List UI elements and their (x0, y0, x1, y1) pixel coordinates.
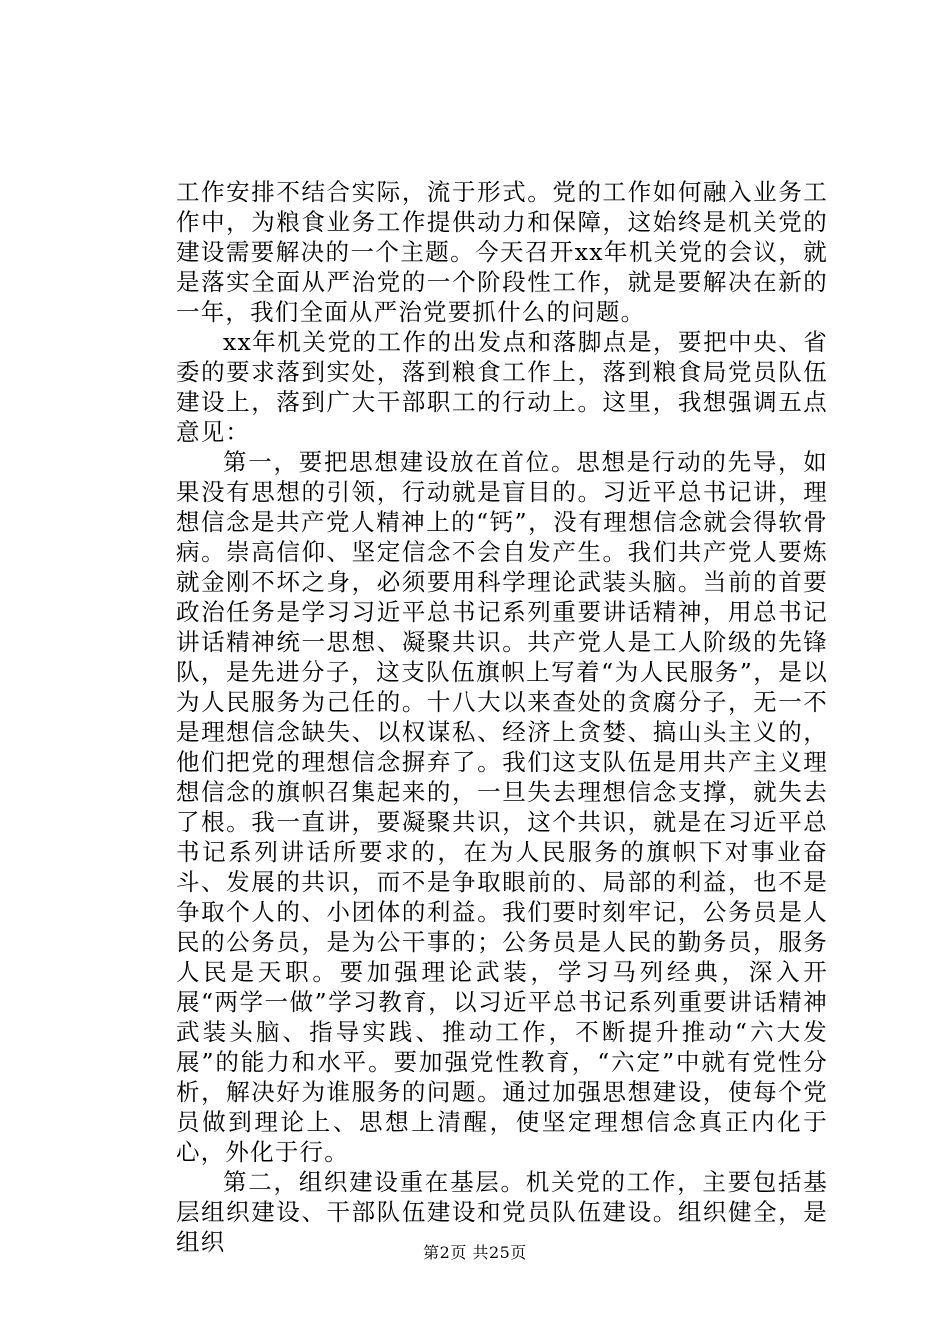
paragraph-4: 第二，组织建设重在基层。机关党的工作，主要包括基层组织建设、干部队伍建设和党员队伍建设。组织健全，是组织 (176, 1168, 828, 1256)
paragraph-2: xx年机关党的工作的出发点和落脚点是，要把中央、省委的要求落到实处，落到粮食工作上，落到粮食局党员队伍建设上，落到广大干部职工的行动上。这里，我想强调五点意见： (176, 328, 828, 446)
page-number-footer: 第2页 共25页 (423, 1243, 527, 1262)
paragraph-1: 工作安排不结合实际，流于形式。党的工作如何融入业务工作中，为粮食业务工作提供动力和保障，这始终是机关党的建设需要解决的一个主题。今天召开xx年机关党的会议，就是落实全面从严治党的一个阶段性工作，就是要解决在新的一年，我们全面从严治党要抓什么的问题。 (176, 178, 828, 326)
document-body (176, 39, 828, 1257)
paragraph-3: 第一，要把思想建设放在首位。思想是行动的先导，如果没有思想的引领，行动就是盲目的。习近平总书记讲，理想信念是共产党人精神上的“钙”，没有理想信念就会得软骨病。崇高信仰、坚定信念不会自发产生。我们共产党人要炼就金刚不坏之身，必须要用科学理论武装头脑。当前的首要政治任务是学习习近平总书记系列重要讲话精神，用总书记讲话精神统一思想、凝聚共识。共产党人是工人阶级的先锋队，是先进分子，这支队伍旗帜上写着“为人民服务”，是以为人民服务为己任的。十八大以来查处的贪腐分子，无一不是理想信念缺失、以权谋私、经济上贪婪、搞山头主义的，他们把党的理想信念摒弃了。我们这支队伍是用共产主义理想信念的旗帜召集起来的，一旦失去理想信念支撑，就失去了根。我一直讲，要凝聚共识，这个共识，就是在习近平总书记系列讲话所要求的，在为人民服务的旗帜下对事业奋斗、发展的共识，而不是争取眼前的、局部的利益，也不是争取个人的、小团体的利益。我们要时刻牢记，公务员是人民的公务员，是为公干事的；公务员是人民的勤务员，服务人民是天职。要加强理论武装，学习马列经典，深入开展“两学一做”学习教育，以习近平总书记系列重要讲话精神武装头脑、指导实践、推动工作，不断提升推动“六大发展”的能力和水平。要加强党性教育，“六定”中就有党性分析，解决好为谁服务的问题。通过加强思想建设，使每个党员做到理论上、思想上清醒，使坚定理想信念真正内化于心，外化于行。 (176, 448, 828, 1166)
